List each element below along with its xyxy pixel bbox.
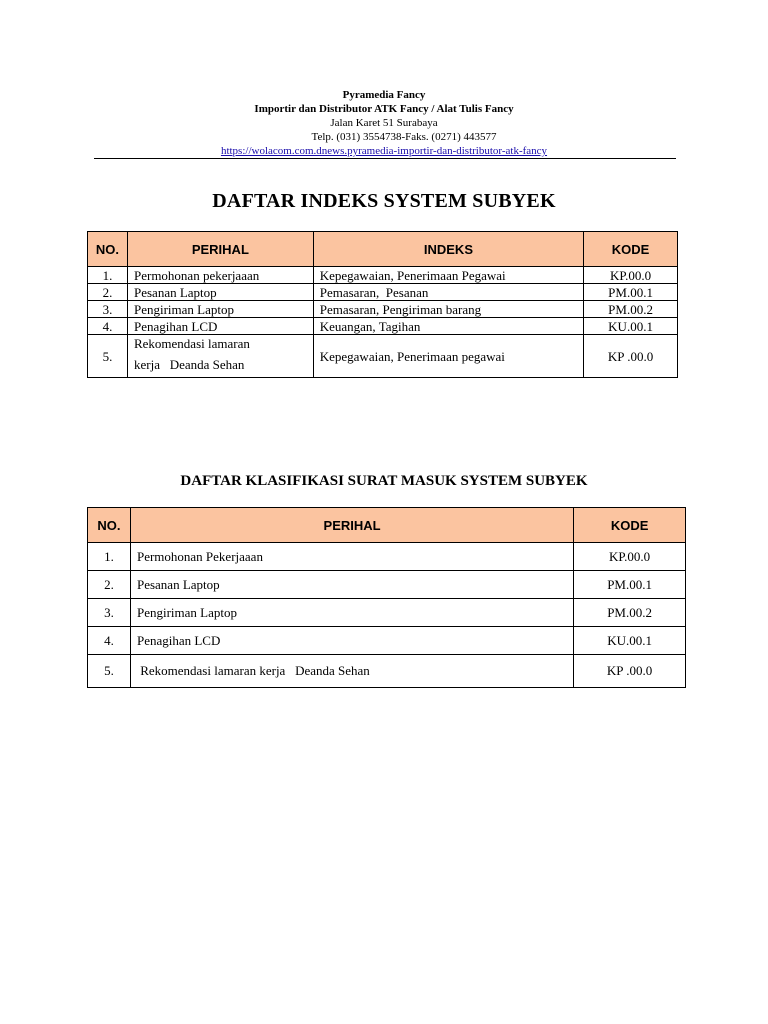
cell-perihal: Pengiriman Laptop	[127, 301, 313, 318]
cell-indeks: Kepegawaian, Penerimaan Pegawai	[313, 267, 583, 284]
letterhead	[0, 88, 768, 158]
cell-no: 2.	[88, 571, 131, 599]
header-no: NO.	[88, 232, 128, 267]
cell-indeks: Pemasaran, Pengiriman barang	[313, 301, 583, 318]
cell-kode: KU.00.1	[574, 627, 686, 655]
cell-perihal-line: Rekomendasi lamaran	[133, 336, 250, 351]
cell-no: 3.	[88, 599, 131, 627]
cell-perihal: Penagihan LCD	[130, 627, 573, 655]
company-phone: Telp. (031) 3554738-Faks. (0271) 443577	[311, 131, 497, 143]
company-tagline: Importir dan Distributor ATK Fancy / Alat Tulis Fancy	[254, 103, 514, 115]
header-no: NO.	[88, 508, 131, 543]
cell-kode: PM.00.2	[574, 599, 686, 627]
cell-no: 1.	[88, 267, 128, 284]
cell-kode: PM.00.1	[584, 284, 678, 301]
cell-indeks: Keuangan, Tagihan	[313, 318, 583, 335]
table-row	[88, 284, 678, 301]
table-row	[88, 627, 686, 655]
cell-perihal: Permohonan Pekerjaaan	[130, 543, 573, 571]
cell-no: 2.	[88, 284, 128, 301]
index-table	[87, 231, 678, 378]
table-header-row	[88, 232, 678, 267]
cell-perihal-line: kerja Deanda Sehan	[133, 357, 245, 372]
company-address: Jalan Karet 51 Surabaya	[330, 117, 438, 129]
table-row	[88, 599, 686, 627]
table-row	[88, 655, 686, 688]
cell-indeks: Pemasaran, Pesanan	[313, 284, 583, 301]
company-name: Pyramedia Fancy	[342, 89, 426, 101]
cell-kode: PM.00.2	[584, 301, 678, 318]
header-perihal: PERIHAL	[127, 232, 313, 267]
header-perihal: PERIHAL	[130, 508, 573, 543]
cell-no: 5.	[88, 335, 128, 378]
cell-kode: KP .00.0	[574, 655, 686, 688]
cell-no: 4.	[88, 627, 131, 655]
cell-no: 3.	[88, 301, 128, 318]
classification-table	[87, 507, 686, 688]
cell-perihal: Pengiriman Laptop	[130, 599, 573, 627]
company-url-link[interactable]: https://wolacom.com.dnews.pyramedia-importir-dan-distributor-atk-fancy	[220, 145, 548, 157]
cell-kode: PM.00.1	[574, 571, 686, 599]
table-row	[88, 571, 686, 599]
header-indeks: INDEKS	[313, 232, 583, 267]
cell-perihal: Permohonan pekerjaaan	[127, 267, 313, 284]
table-row	[88, 318, 678, 335]
table-header-row	[88, 508, 686, 543]
cell-kode: KP .00.0	[584, 335, 678, 378]
header-kode: KODE	[584, 232, 678, 267]
cell-perihal	[127, 335, 313, 378]
table-row	[88, 543, 686, 571]
cell-perihal: Pesanan Laptop	[130, 571, 573, 599]
cell-no: 4.	[88, 318, 128, 335]
cell-perihal: Penagihan LCD	[127, 318, 313, 335]
cell-no: 1.	[88, 543, 131, 571]
cell-no: 5.	[88, 655, 131, 688]
cell-perihal: Rekomendasi lamaran kerja Deanda Sehan	[130, 655, 573, 688]
index-table-title: DAFTAR INDEKS SYSTEM SUBYEK	[212, 190, 556, 212]
header-kode: KODE	[574, 508, 686, 543]
cell-kode: KP.00.0	[584, 267, 678, 284]
cell-indeks: Kepegawaian, Penerimaan pegawai	[313, 335, 583, 378]
classification-table-title: DAFTAR KLASIFIKASI SURAT MASUK SYSTEM SUBYEK	[180, 473, 588, 489]
table-row	[88, 267, 678, 284]
cell-kode: KP.00.0	[574, 543, 686, 571]
table-row	[88, 335, 678, 378]
table-row	[88, 301, 678, 318]
header-divider	[94, 158, 676, 159]
cell-kode: KU.00.1	[584, 318, 678, 335]
cell-perihal: Pesanan Laptop	[127, 284, 313, 301]
